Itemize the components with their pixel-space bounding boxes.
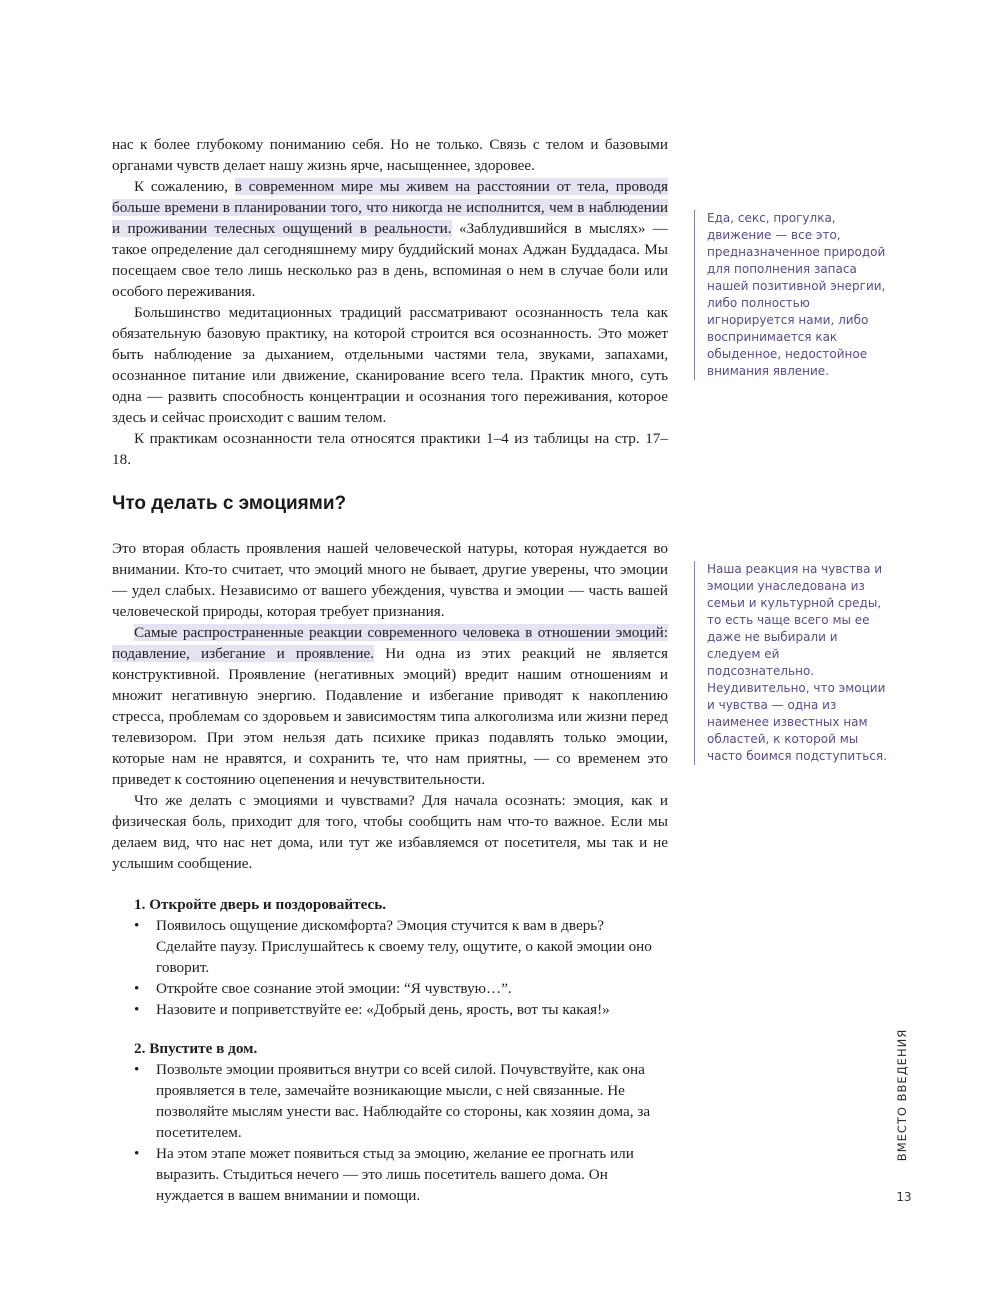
step-1 <box>134 894 668 1020</box>
section-heading: Что делать с эмоциями? <box>112 493 347 514</box>
paragraph-text: «Заблудившийся в мыслях» — такое определение дал сегодняшнему миру буддийский монах Аджан Буддадаса. Мы посещаем свое тело лишь несколько раз в день, вспоминая о нем в случае боли или особого переживания. <box>112 220 668 300</box>
paragraph-what-to-do: Что же делать с эмоциями и чувствами? Для начала осознать: эмоция, как и физическая боль, приходит для того, чтобы сообщить нам что-то важное. Если мы делаем вид, что нас нет дома, или тут же избавляемся от посетителя, мы так и не услышим сообщение. <box>112 792 668 872</box>
step-title: 1. Откройте дверь и поздоровайтесь. <box>134 896 387 913</box>
running-head-label: ВМЕСТО ВВЕДЕНИЯ <box>895 1028 909 1162</box>
highlighted-quote: Самые распространенные реакции современного человека в отношении эмоций: подавление, избегание и проявление. <box>112 624 668 662</box>
paragraph-distance-from-body <box>112 176 668 302</box>
list-item <box>134 978 668 999</box>
bullet-icon: • <box>134 980 140 997</box>
bullet-icon: • <box>134 917 140 934</box>
running-head <box>893 1030 911 1160</box>
main-text-column <box>112 134 668 1206</box>
list-item <box>134 1059 668 1143</box>
bullet-icon: • <box>134 1061 140 1078</box>
list-item-text: Позвольте эмоции проявиться внутри со всей силой. Почувствуйте, как она проявляется в теле, замечайте возникающие мысли, с ней связанные. Не позволяйте мыслям унести вас. Наблюдайте со стороны, как хозяин дома, за посетителем. <box>156 1061 651 1141</box>
list-item <box>134 915 668 978</box>
sidebar-note-emotions: Наша реакция на чувства и эмоции унаследована из семьи и культурной среды, то есть чаще всего мы ее даже не выбирали и следуем ей подсознательно. Неудивительно, что эмоции и чувства — одна из наименее известных нам областей, к которой мы часто боимся подступиться. <box>694 561 887 765</box>
bullet-list <box>134 1059 668 1206</box>
paragraph-practices-reference: К практикам осознанности тела относятся практики 1–4 из таблицы на стр. 17–18. <box>112 430 668 468</box>
bullet-icon: • <box>134 1001 140 1018</box>
highlighted-quote: в современном мире мы живем на расстоянии от тела, проводя больше времени в планировании того, что никогда не исполнится, чем в наблюдении и проживании телесных ощущений в реальности. <box>112 178 668 237</box>
sidebar-note-energy: Еда, секс, прогулка, движение — все это, предназначенное природой для пополнения запаса нашей позитивной энергии, либо полностью игнорируется нами, либо воспринимается как обыденное, недостойное внимания явление. <box>694 210 887 380</box>
paragraph-text: Ни одна из этих реакций не является конструктивной. Проявление (негативных эмоций) вредит нашим отношениям и множит негативную энергию. Подавление и избегание приводят к накоплению стресса, проблемам со здоровьем и зависимостям типа алкоголизма или жизни перед телевизором. При этом нельзя дать психике приказ подавлять только эмоции, которые нам не нравятся, и сохранить те, что нам приятны, — со временем это приведет к состоянию оцепенения и нечувствительности. <box>112 645 668 788</box>
step-title: 2. Впустите в дом. <box>134 1040 258 1057</box>
list-item-text: Появилось ощущение дискомфорта? Эмоция стучится к вам в дверь? Сделайте паузу. Прислушайтесь к своему телу, ощутите, о какой эмоции оно говорит. <box>156 917 652 976</box>
step-2 <box>134 1038 668 1206</box>
list-item <box>134 999 668 1020</box>
list-item <box>134 1143 668 1206</box>
paragraph-body-senses: нас к более глубокому пониманию себя. Но не только. Связь с телом и базовыми органами чувств делает нашу жизнь ярче, насыщеннее, здоровее. <box>112 136 668 174</box>
list-item-text: Назовите и поприветствуйте ее: «Добрый день, ярость, вот ты какая!» <box>156 1001 610 1018</box>
bullet-icon: • <box>134 1145 140 1162</box>
list-item-text: На этом этапе может появиться стыд за эмоцию, желание ее прогнать или выразить. Стыдиться нечего — это лишь посетитель вашего дома. Он нуждается в вашем внимании и помощи. <box>156 1145 634 1204</box>
paragraph-second-area: Это вторая область проявления нашей человеческой натуры, которая нуждается во внимании. Кто-то считает, что эмоций много не бывает, другие уверены, что эмоции — удел слабых. Независимо от вашего убеждения, чувства и эмоции — часть вашей человеческой природы, которая требует признания. <box>112 540 668 620</box>
paragraph-text: К сожалению, <box>134 178 235 195</box>
paragraph-meditation-traditions: Большинство медитационных традиций рассматривают осознанность тела как обязательную базовую практику, на которой строится вся осознанность. Это может быть наблюдение за дыханием, отдельными частями тела, звуками, запахами, осознанное питание или движение, сканирование всего тела. Практик много, суть одна — развить способность концентрации и осознания того переживания, которое здесь и сейчас происходит с вашим телом. <box>112 304 668 426</box>
list-item-text: Откройте свое сознание этой эмоции: “Я чувствую…”. <box>156 980 512 997</box>
page-number: 13 <box>896 1190 912 1204</box>
paragraph-common-reactions <box>112 622 668 790</box>
bullet-list <box>134 915 668 1020</box>
